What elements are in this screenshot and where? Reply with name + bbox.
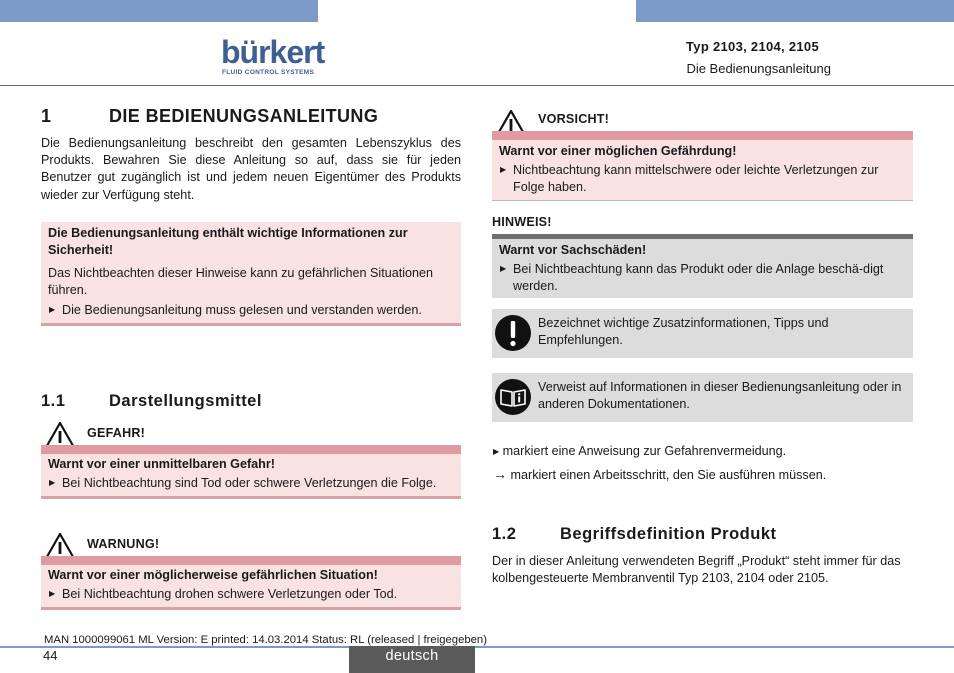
document-meta-info: MAN 1000099061 ML Version: E printed: 14.03.2014 Status: RL (released | freigegeben) (44, 634, 487, 646)
caution-label: VORSICHT! (538, 112, 610, 126)
reference-info-text: Verweist auf Informationen in dieser Bedienungsanleitung oder in anderen Dokumentationen. (538, 380, 902, 412)
section-number: 1.1 (41, 392, 66, 410)
bullet-triangle-icon: ▶ (49, 305, 56, 314)
arrow-marker-explanation (493, 466, 826, 482)
section-1-paragraph: Die Bedienungsanleitung beschreibt den gesamten Lebenszyklus des Produkts. Bewahren Sie diese Anleitung so auf, dass sie für jeden Benutzer gut zugänglich ist und jedem neuen Eigentümer des Produkts wieder zur Verfügung steht. (41, 136, 461, 202)
warning-label: WARNUNG! (87, 537, 160, 551)
notice-label: HINWEIS! (492, 215, 552, 229)
section-number: 1 (41, 106, 52, 126)
important-info-text: Bezeichnet wichtige Zusatzinformationen, Tipps und Empfehlungen. (538, 316, 829, 348)
bullet-triangle-icon: ▶ (49, 589, 56, 598)
caution-title: Warnt vor einer möglichen Gefährdung! (499, 144, 737, 158)
warning-title: Warnt vor einer möglicherweise gefährlichen Situation! (48, 568, 378, 582)
header-accent-bar-right (636, 0, 954, 22)
bullet-triangle-icon: ▶ (49, 478, 56, 487)
exclamation-circle-icon (494, 314, 532, 352)
right-arrow-icon: → (493, 466, 507, 482)
product-type-heading: Typ 2103, 2104, 2105 (686, 39, 819, 54)
bullet-marker-explanation (493, 444, 786, 458)
logo-subtitle: FLUID CONTROL SYSTEMS (222, 69, 315, 76)
important-info-row (492, 309, 913, 358)
danger-color-bar (41, 445, 461, 454)
bullet-triangle-icon: ▶ (500, 264, 507, 273)
warning-color-bar (41, 556, 461, 565)
language-tab: deutsch (349, 646, 475, 673)
book-info-icon (494, 378, 532, 416)
caution-bullet (499, 162, 907, 195)
safety-box-text: Das Nichtbeachten dieser Hinweise kann zu gefährlichen Situationen führen. (48, 266, 434, 297)
danger-label: GEFAHR! (87, 426, 146, 440)
bullet-text: Bei Nichtbeachtung sind Tod oder schwere Verletzungen die Folge. (62, 476, 437, 490)
danger-title: Warnt vor einer unmittelbaren Gefahr! (48, 457, 275, 471)
section-1-2-paragraph: Der in dieser Anleitung verwendeten Begriff „Produkt“ steht immer für das kolbengesteuerte Membranventil Typ 2103, 2104 oder 2105. (492, 554, 901, 586)
notice-title: Warnt vor Sachschäden! (499, 243, 647, 257)
danger-box (41, 445, 461, 499)
bullet-text: Die Bedienungsanleitung muss gelesen und verstanden werden. (62, 303, 422, 317)
marker-text: markiert einen Arbeitsschritt, den Sie ausführen müssen. (510, 468, 827, 482)
reference-info-row (492, 373, 913, 422)
bullet-triangle-icon: ▶ (500, 165, 507, 174)
header-divider (0, 85, 954, 86)
section-number: 1.2 (492, 525, 517, 543)
warning-bullet (48, 586, 455, 603)
page-number: 44 (43, 648, 58, 663)
caution-color-bar (492, 131, 913, 140)
header-accent-bar-left (0, 0, 318, 22)
bullet-text: Bei Nichtbeachtung kann das Produkt oder die Anlage beschä-digt werden. (513, 262, 884, 293)
bullet-text: Nichtbeachtung kann mittelschwere oder leichte Verletzungen zur Folge haben. (513, 163, 879, 194)
bullet-text: Bei Nichtbeachtung drohen schwere Verletzungen oder Tod. (62, 587, 398, 601)
buerkert-logo (221, 32, 325, 78)
logo-wordmark: bürkert (221, 34, 325, 70)
bullet-triangle-icon: ▶ (493, 447, 500, 456)
section-title: Begriffsdefinition Produkt (560, 525, 777, 543)
safety-info-box (41, 222, 461, 326)
safety-box-title: Die Bedienungsanleitung enthält wichtige Informationen zur Sicherheit! (48, 226, 408, 257)
warning-box (41, 556, 461, 610)
footer-divider (0, 646, 954, 648)
marker-text: markiert eine Anweisung zur Gefahrenvermeidung. (502, 444, 787, 458)
caution-box (492, 131, 913, 201)
notice-bullet (499, 261, 907, 294)
notice-box (492, 234, 913, 298)
section-title: Darstellungsmittel (109, 392, 262, 410)
document-title: Die Bedienungsanleitung (686, 61, 831, 76)
section-title: DIE BEDIENUNGSANLEITUNG (109, 106, 379, 126)
danger-bullet (48, 475, 455, 492)
safety-box-bullet (48, 302, 455, 319)
